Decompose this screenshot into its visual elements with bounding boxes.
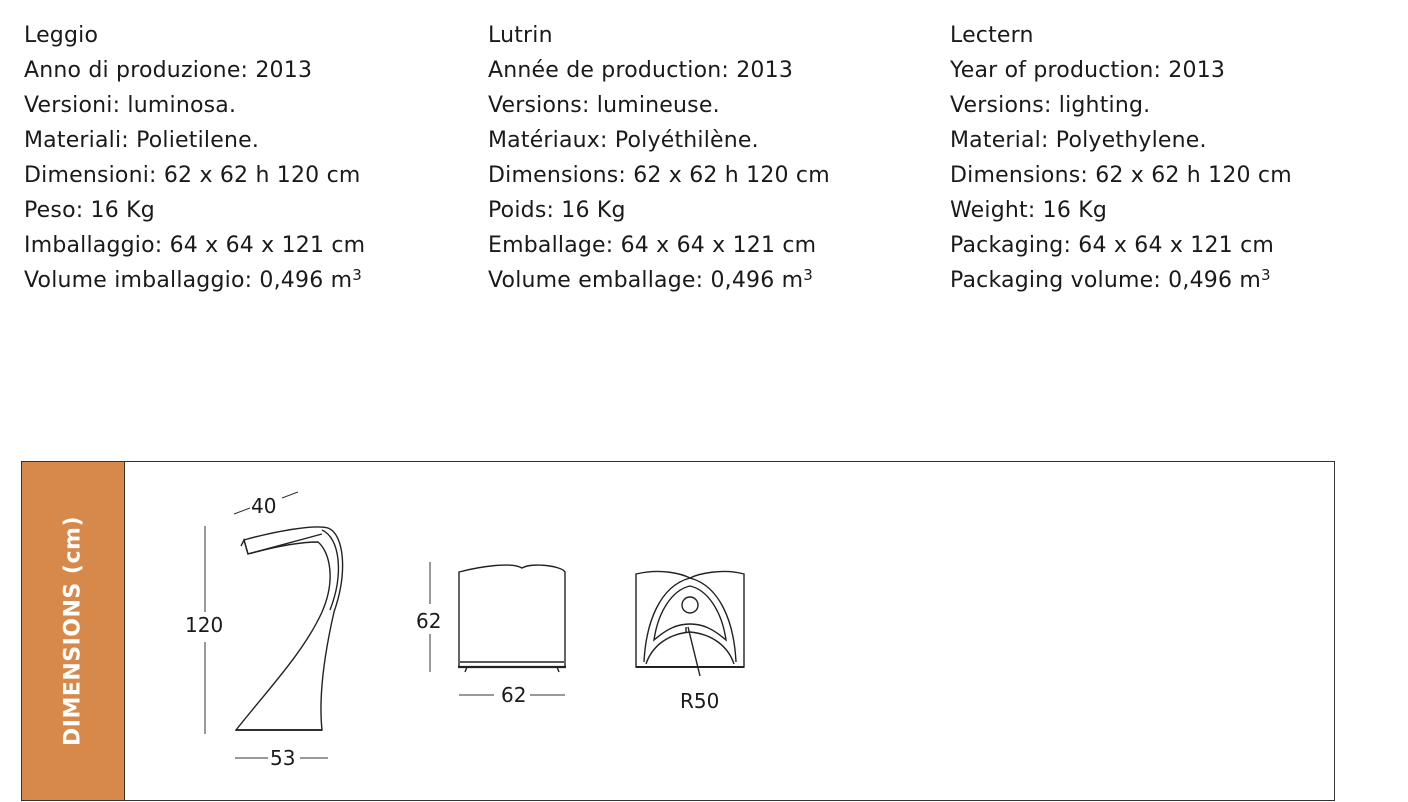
production-year-en: Year of production: 2013 — [950, 58, 1226, 83]
weight-en: Weight: 16 Kg — [950, 198, 1108, 223]
front-view-dimension-lines — [430, 562, 565, 695]
packaging-en: Packaging: 64 x 64 x 121 cm — [950, 233, 1274, 258]
dimensions-it: Dimensioni: 62 x 62 h 120 cm — [24, 163, 361, 188]
french-spec-column — [488, 18, 830, 298]
side-top-depth-label: 40 — [251, 494, 277, 518]
packaging-volume-it: Volume imballaggio: 0,496 $m^3$ — [24, 266, 362, 293]
dimensions-tab-label: DIMENSIONS (cm) — [60, 515, 86, 747]
dimensions-panel — [21, 461, 1335, 801]
packaging-volume-fr: Volume emballage: 0,496 $m^3$ — [488, 266, 813, 293]
italian-spec-column — [24, 18, 365, 298]
production-year-fr: Année de production: 2013 — [488, 58, 794, 83]
packaging-it: Imballaggio: 64 x 64 x 121 cm — [24, 233, 366, 258]
product-name-en: Lectern — [950, 23, 1034, 48]
product-name-fr: Lutrin — [488, 23, 553, 48]
english-spec-column — [950, 18, 1292, 298]
material-fr: Matériaux: Polyéthilène. — [488, 128, 759, 153]
dimensions-en: Dimensions: 62 x 62 h 120 cm — [950, 163, 1292, 188]
side-view-drawing — [236, 527, 343, 730]
weight-it: Peso: 16 Kg — [24, 198, 155, 223]
production-year-it: Anno di produzione: 2013 — [24, 58, 313, 83]
versions-en: Versions: lighting. — [950, 93, 1151, 118]
back-radius-label: R50 — [680, 689, 720, 713]
side-height-label: 120 — [185, 613, 224, 637]
back-view-drawing — [636, 571, 744, 676]
dimensions-fr: Dimensions: 62 x 62 h 120 cm — [488, 163, 830, 188]
versions-fr: Versions: lumineuse. — [488, 93, 720, 118]
material-en: Material: Polyethylene. — [950, 128, 1207, 153]
side-base-depth-label: 53 — [270, 746, 296, 770]
product-name-it: Leggio — [24, 23, 99, 48]
front-width-label: 62 — [501, 683, 527, 707]
dimension-drawings — [22, 462, 1334, 800]
packaging-fr: Emballage: 64 x 64 x 121 cm — [488, 233, 817, 258]
material-it: Materiali: Polietilene. — [24, 128, 260, 153]
front-height-label: 62 — [416, 609, 442, 633]
versions-it: Versioni: luminosa. — [24, 93, 237, 118]
packaging-volume-en: Packaging volume: 0,496 $m^3$ — [950, 266, 1271, 293]
weight-fr: Poids: 16 Kg — [488, 198, 626, 223]
side-view-dimension-lines — [205, 492, 328, 758]
front-view-drawing — [458, 565, 566, 672]
